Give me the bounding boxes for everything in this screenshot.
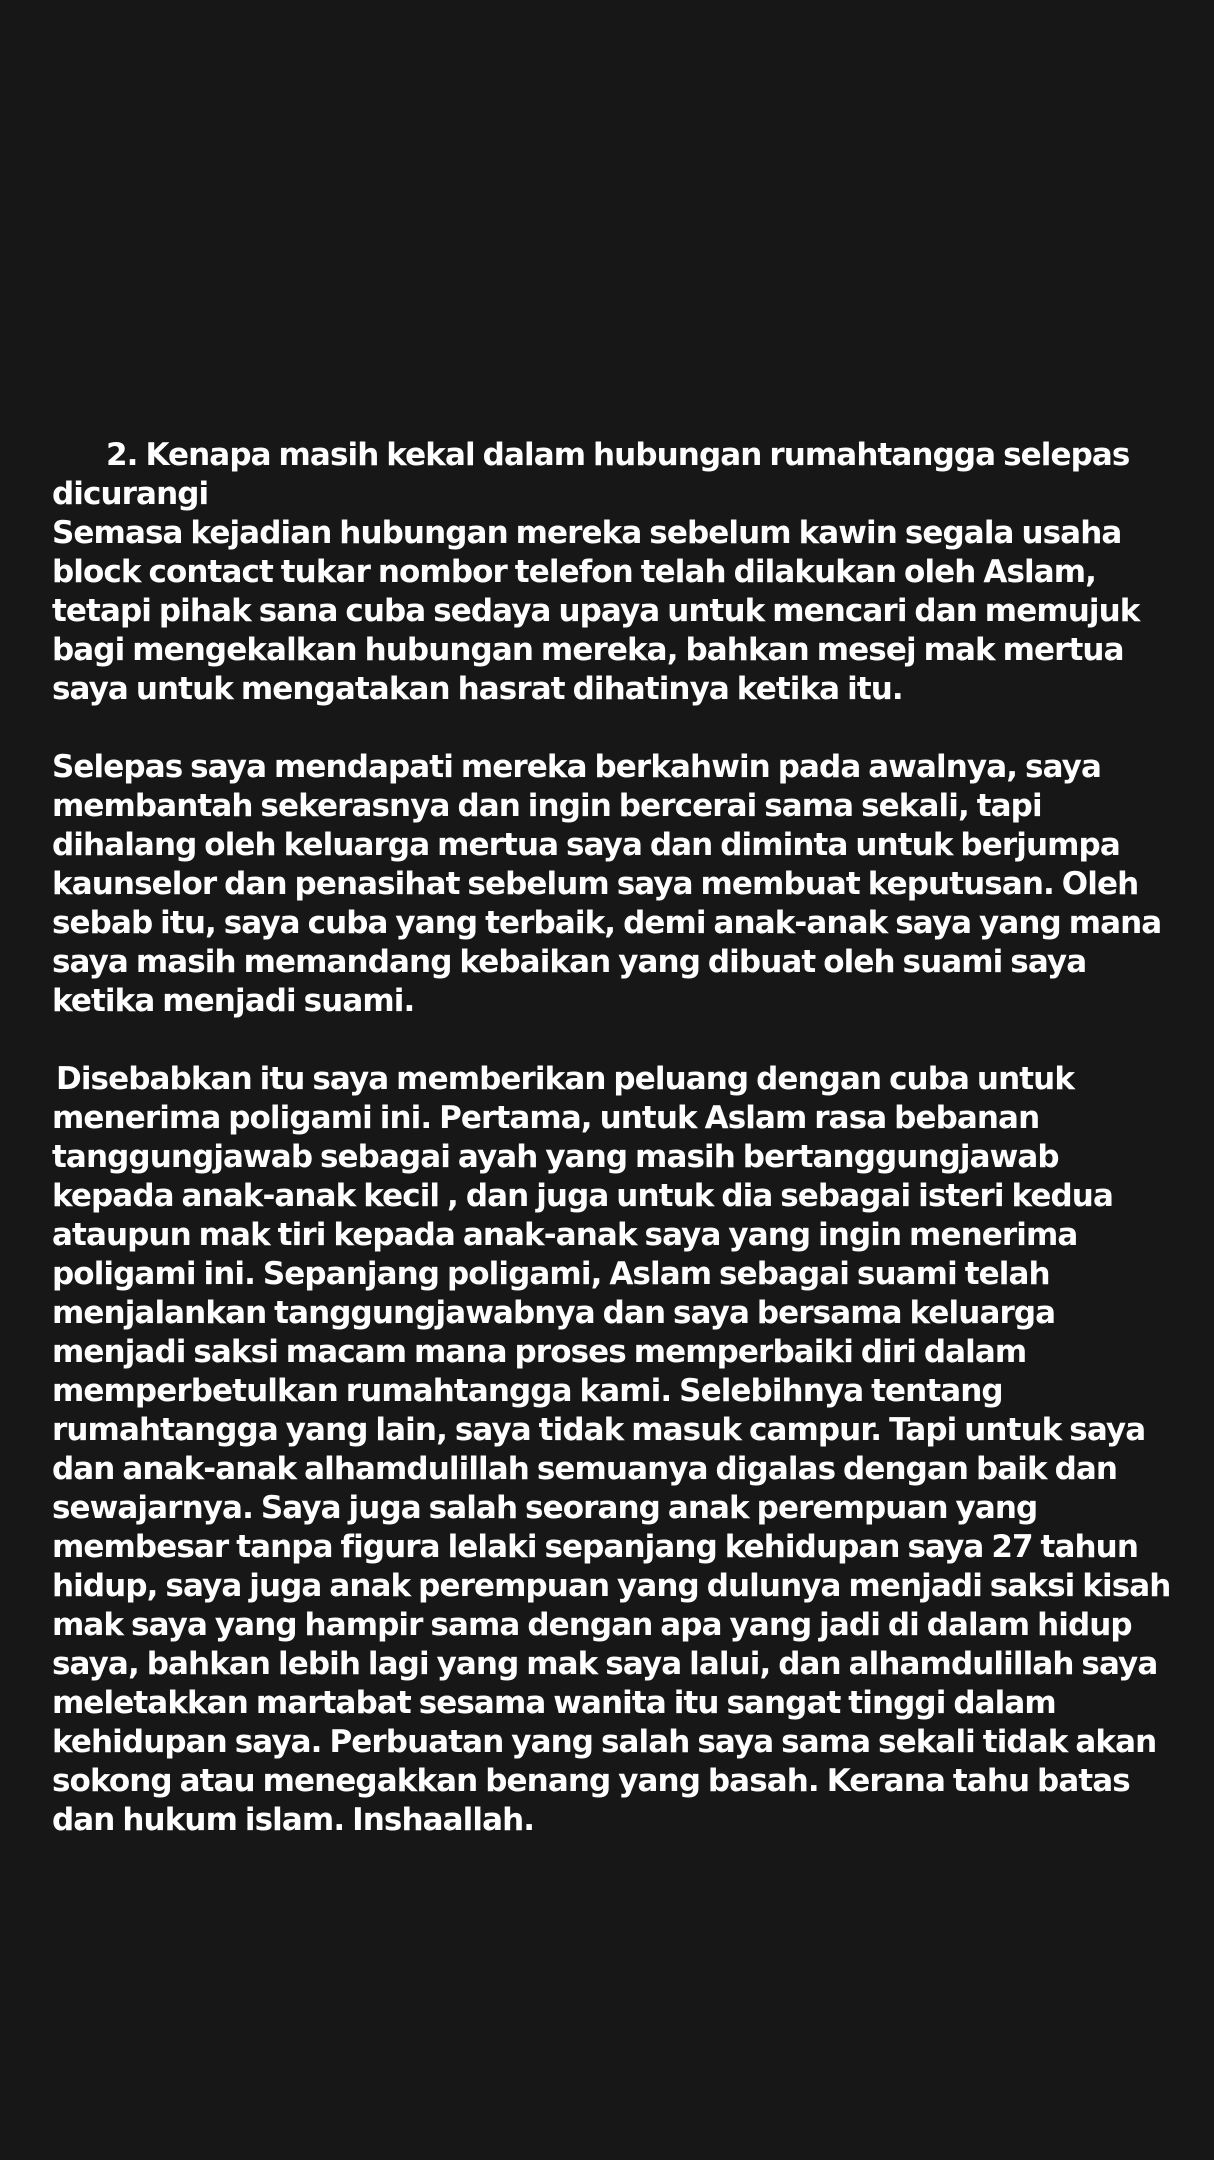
story-text (52, 436, 1172, 1840)
heading-line-1: 2. Kenapa masih kekal dalam hubungan rumahtangga selepas (106, 437, 1130, 473)
paragraph2-line: kaunselor dan penasihat sebelum saya membuat keputusan. Oleh (52, 866, 1139, 902)
paragraph3-line: menjalankan tanggungjawabnya dan saya bersama keluarga (52, 1295, 1056, 1331)
paragraph3-line: tanggungjawab sebagai ayah yang masih bertanggungjawab (52, 1139, 1059, 1175)
paragraph2-line: Selepas saya mendapati mereka berkahwin pada awalnya, saya (52, 749, 1101, 785)
paragraph1-line: saya untuk mengatakan hasrat dihatinya ketika itu. (52, 671, 903, 707)
paragraph3-line: hidup, saya juga anak perempuan yang dulunya menjadi saksi kisah (52, 1568, 1171, 1604)
paragraph3-line: dan anak-anak alhamdulillah semuanya digalas dengan baik dan (52, 1451, 1118, 1487)
paragraph3-line: sewajarnya. Saya juga salah seorang anak perempuan yang (52, 1490, 1038, 1526)
paragraph3-line: mak saya yang hampir sama dengan apa yang jadi di dalam hidup (52, 1607, 1132, 1643)
paragraph-gap (52, 1021, 1172, 1060)
paragraph1-line: bagi mengekalkan hubungan mereka, bahkan mesej mak mertua (52, 632, 1124, 668)
paragraph3-line: meletakkan martabat sesama wanita itu sangat tinggi dalam (52, 1685, 1056, 1721)
paragraph3-line: dan hukum islam. Inshaallah. (52, 1802, 535, 1838)
paragraph1-line: tetapi pihak sana cuba sedaya upaya untuk mencari dan memujuk (52, 593, 1140, 629)
paragraph2-line: dihalang oleh keluarga mertua saya dan diminta untuk berjumpa (52, 827, 1120, 863)
paragraph2-line: sebab itu, saya cuba yang terbaik, demi anak-anak saya yang mana (52, 905, 1162, 941)
paragraph3-line: kepada anak-anak kecil , dan juga untuk dia sebagai isteri kedua (52, 1178, 1113, 1214)
paragraph3-line: kehidupan saya. Perbuatan yang salah saya sama sekali tidak akan (52, 1724, 1157, 1760)
paragraph2-line: saya masih memandang kebaikan yang dibuat oleh suami saya (52, 944, 1087, 980)
paragraph3-line: sokong atau menegakkan benang yang basah. Kerana tahu batas (52, 1763, 1130, 1799)
paragraph3-line: ataupun mak tiri kepada anak-anak saya yang ingin menerima (52, 1217, 1078, 1253)
paragraph3-line: memperbetulkan rumahtangga kami. Selebihnya tentang (52, 1373, 1003, 1409)
paragraph2-line: membantah sekerasnya dan ingin bercerai sama sekali, tapi (52, 788, 1042, 824)
paragraph3-line: rumahtangga yang lain, saya tidak masuk campur. Tapi untuk saya (52, 1412, 1146, 1448)
paragraph3-line: Disebabkan itu saya memberikan peluang dengan cuba untuk (56, 1061, 1075, 1097)
paragraph1-line: block contact tukar nombor telefon telah dilakukan oleh Aslam, (52, 554, 1097, 590)
paragraph2-line: ketika menjadi suami. (52, 983, 415, 1019)
paragraph3-line: saya, bahkan lebih lagi yang mak saya lalui, dan alhamdulillah saya (52, 1646, 1158, 1682)
paragraph3-line: menerima poligami ini. Pertama, untuk Aslam rasa bebanan (52, 1100, 1040, 1136)
paragraph1-line: Semasa kejadian hubungan mereka sebelum kawin segala usaha (52, 515, 1122, 551)
heading-line-2: dicurangi (52, 476, 209, 512)
paragraph3-line: menjadi saksi macam mana proses memperbaiki diri dalam (52, 1334, 1027, 1370)
paragraph3-line: membesar tanpa figura lelaki sepanjang kehidupan saya 27 tahun (52, 1529, 1139, 1565)
paragraph3-line: poligami ini. Sepanjang poligami, Aslam sebagai suami telah (52, 1256, 1050, 1292)
paragraph-gap (52, 709, 1172, 748)
